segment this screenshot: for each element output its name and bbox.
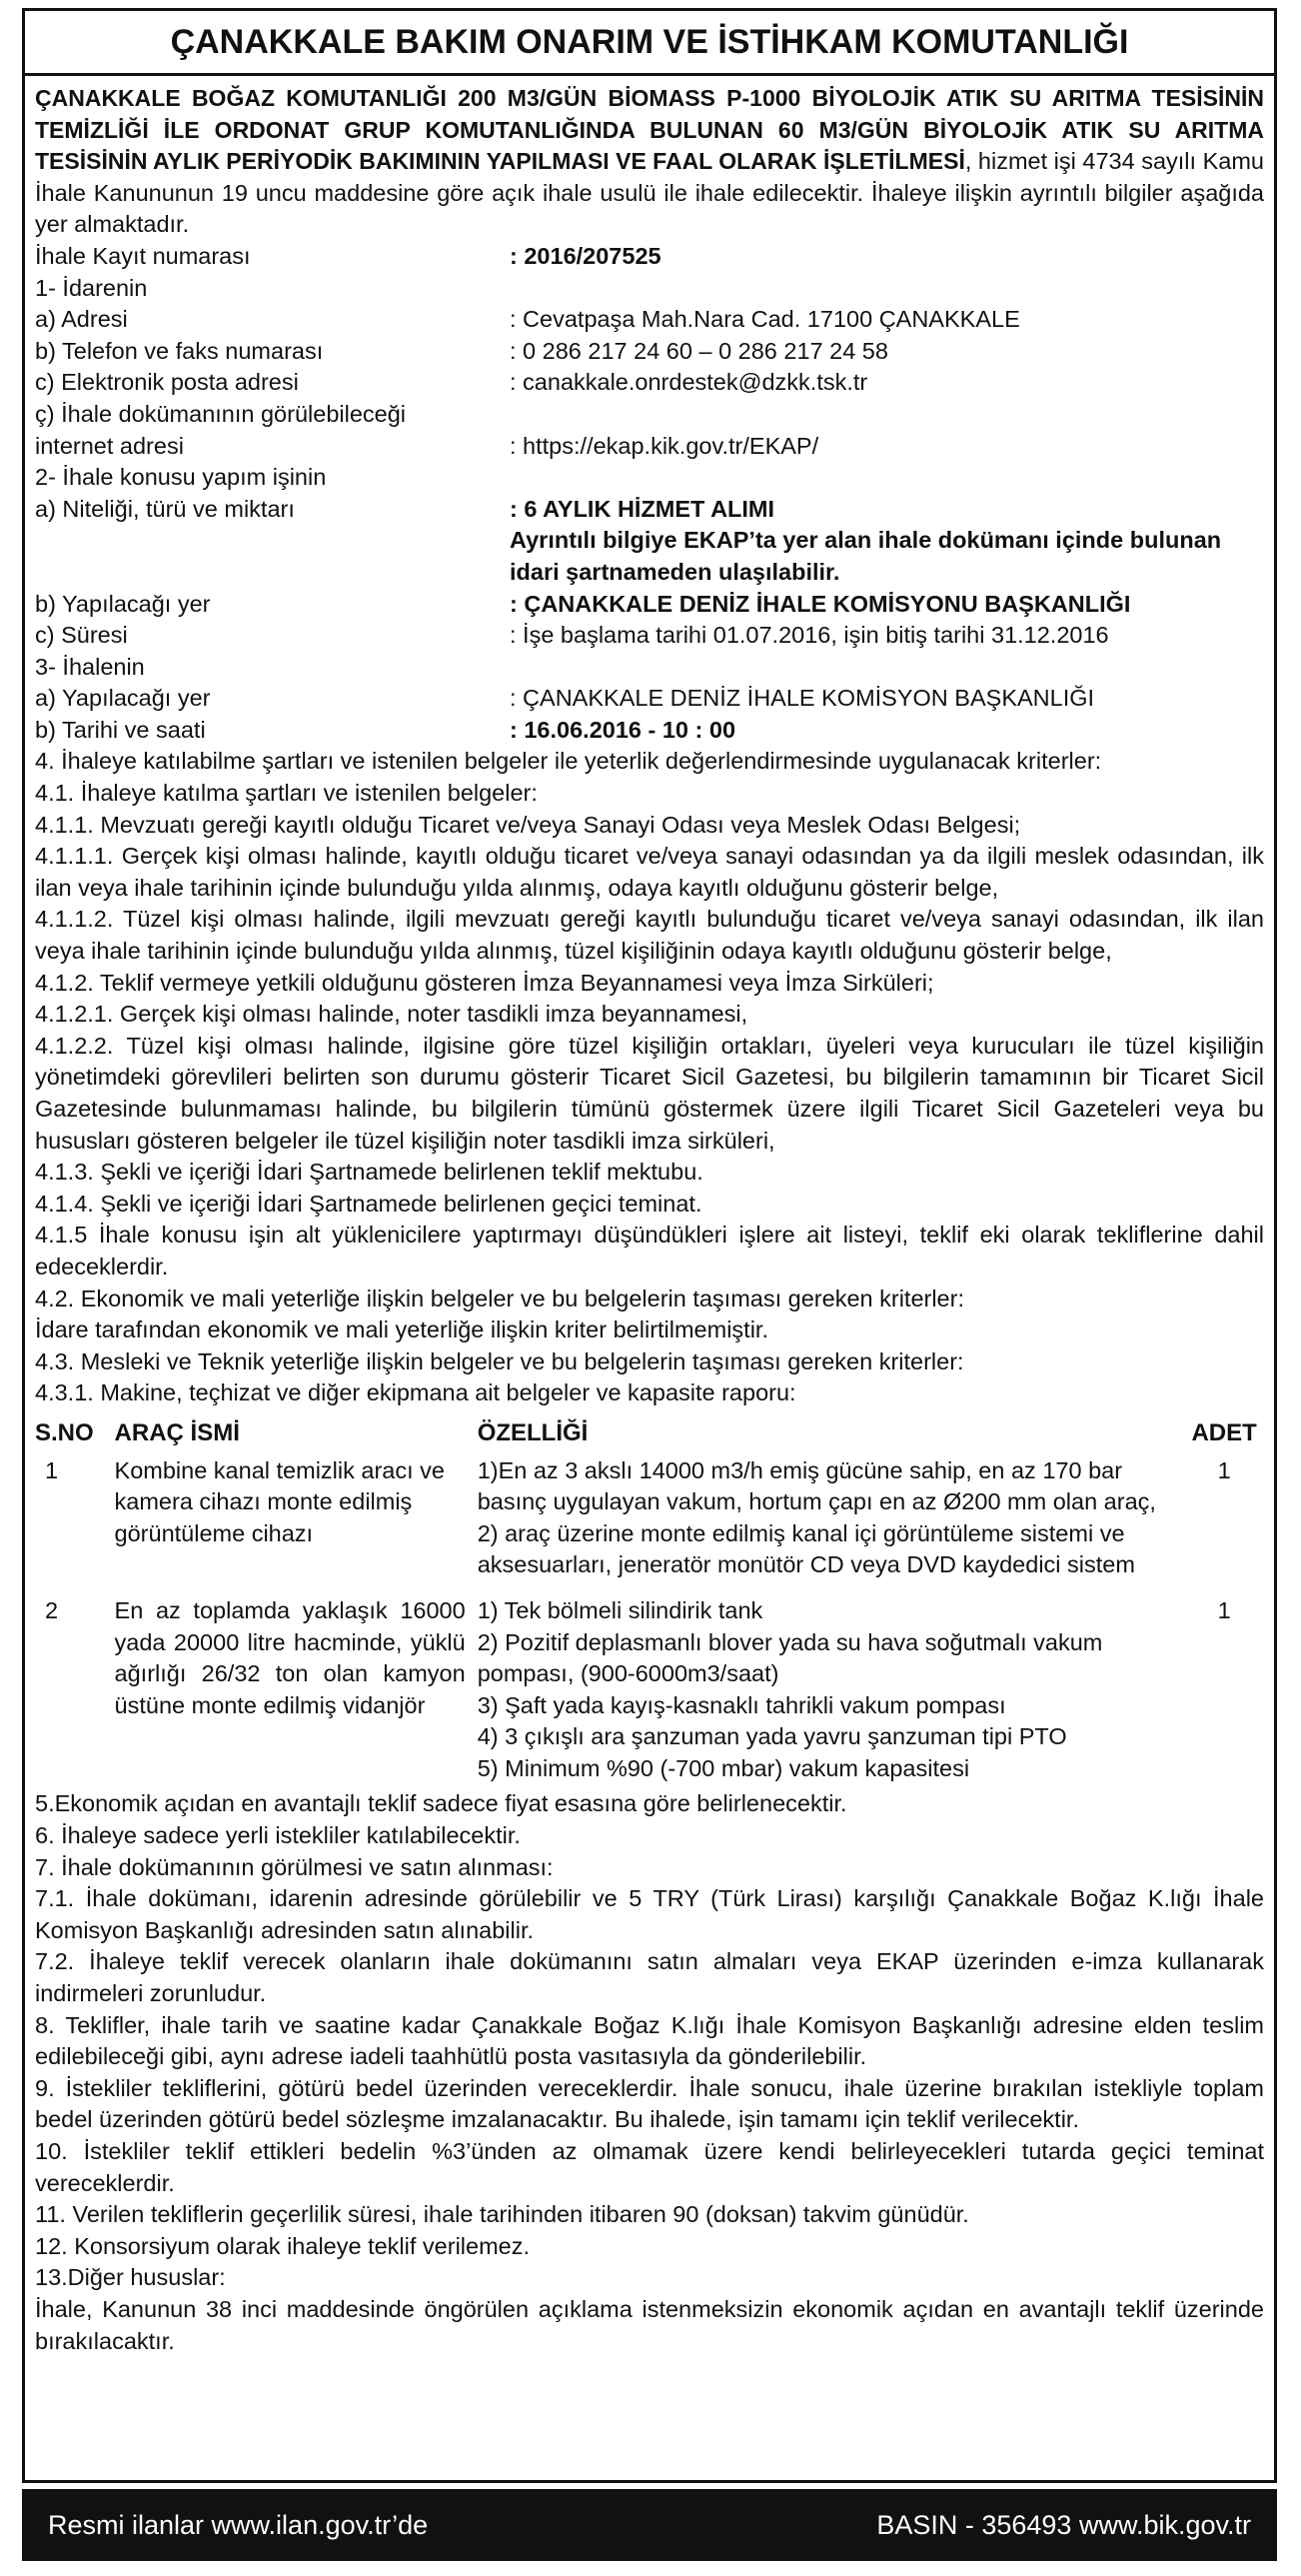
kayit-value: : 2016/207525 — [510, 242, 661, 269]
table-row — [35, 1595, 1264, 1799]
feature-item: 1) Tek bölmeli silindirik tank — [477, 1596, 763, 1623]
notice-title: ÇANAKKALE BAKIM ONARIM VE İSTİHKAM KOMUTANLIĞI — [25, 11, 1274, 76]
criteria-item: 4.1.5 İhale konusu işin alt yüklenicilere yaptırmayı düşündükleri işlere ait listeyi, teklif eki olarak tekliflerine dahil edeceklerdir. — [35, 1222, 1264, 1280]
yer-label: b) Yapılacağı yer — [35, 590, 211, 617]
row-no: 1 — [45, 1456, 59, 1483]
notice-frame — [22, 8, 1277, 2483]
closing-item: 6. İhaleye sadece yerli istekliler katılabilecektir. — [35, 1822, 521, 1849]
email-row — [35, 367, 1264, 399]
feature-item: 1)En az 3 akslı 14000 m3/h emiş gücüne sahip, en az 170 bar basınç uygulayan vakum, hortum çapı en az Ø200 mm olan araç, — [477, 1456, 1156, 1515]
nitelik-row — [35, 494, 1264, 589]
closing-item: 10. İstekliler teklif ettikleri bedelin %3’ünden az olmamak üzere kendi belirleyecekleri tutarda geçici teminat vereceklerdir. — [35, 2138, 1264, 2196]
closing-item: 7.2. İhaleye teklif verecek olanların ihale dokümanını satın almaları veya EKAP üzerinden e-imza kullanarak indirmeleri zorunludur. — [35, 1948, 1264, 2007]
footer-left-link[interactable]: Resmi ilanlar www.ilan.gov.tr’de — [48, 2509, 429, 2540]
closing-item: 11. Verilen tekliflerin geçerlilik süresi, ihale tarihinden itibaren 90 (doksan) takvim günüdür. — [35, 2201, 969, 2228]
tarih-value: : 16.06.2016 - 10 : 00 — [510, 716, 736, 743]
table-row — [35, 1455, 1264, 1595]
ihalenin-heading: 3- İhalenin — [35, 653, 145, 680]
criteria-item: 4. İhaleye katılabilme şartları ve istenilen belgeler ile yeterlik değerlendirmesinde uygulanacak kriterler: — [35, 748, 1102, 775]
feature-item: 2) araç üzerine monte edilmiş kanal içi görüntüleme sistemi ve aksesuarları, jeneratör monütör CD veya DVD kaydedici sistem — [477, 1519, 1135, 1578]
criteria-item: 4.1.1.2. Tüzel kişi olması halinde, ilgili mevzuatı gereği kayıtlı bulunduğu ticaret ve/veya sanayi odasından, ilk ilan veya ihale tarihinin içinde bulunduğu yılda alınmış, tüzel kişiliğinin odaya kayıtlı olduğunu gösterir belge, — [35, 906, 1264, 965]
feature-item: 3) Şaft yada kayış-kasnaklı tahrikli vakum pompası — [477, 1691, 1006, 1718]
tel-value: : 0 286 217 24 60 – 0 286 217 24 58 — [510, 337, 888, 364]
footer-right-text: BASIN - 356493 www.bik.gov.tr — [876, 2509, 1251, 2540]
tel-label: b) Telefon ve faks numarası — [35, 337, 324, 364]
yer-value: : ÇANAKKALE DENİZ İHALE KOMİSYONU BAŞKANLIĞI — [510, 590, 1131, 617]
criteria-item: 4.1.1.1. Gerçek kişi olması halinde, kayıtlı olduğu ticaret ve/veya sanayi odasından ya da ilgili meslek odasından, ilk ilan veya ihale tarihinin içinde bulunduğu yılda alınmış, odaya kayıtlı olduğunu gösterir belge, — [35, 843, 1264, 901]
intro-paragraph — [35, 83, 1264, 241]
nitelik-label: a) Niteliği, türü ve miktarı — [35, 495, 295, 522]
criteria-list — [35, 746, 1264, 1408]
header-no: S.NO — [35, 1418, 94, 1446]
header-feature: ÖZELLİĞİ — [477, 1418, 589, 1446]
ihale-yer-value: : ÇANAKKALE DENİZ İHALE KOMİSYON BAŞKANLIĞI — [510, 685, 1095, 712]
dokuman-value: : https://ekap.kik.gov.tr/EKAP/ — [510, 432, 819, 459]
equipment-table — [35, 1417, 1264, 1799]
kayit-row — [35, 241, 1264, 273]
row-qty: 1 — [1217, 1456, 1231, 1483]
closing-list — [35, 1788, 1264, 2357]
nitelik-value — [510, 494, 1264, 589]
dokuman-label-line1: ç) İhale dokümanının görülebileceği — [35, 400, 407, 427]
criteria-item: 4.1.4. Şekli ve içeriği İdari Şartnamede belirlenen geçici teminat. — [35, 1190, 702, 1217]
row-name: Kombine kanal temizlik aracı ve kamera cihazı monte edilmiş görüntüleme cihazı — [114, 1456, 445, 1546]
criteria-item: 4.1.2.1. Gerçek kişi olması halinde, noter tasdikli imza beyannamesi, — [35, 1001, 748, 1028]
tel-row — [35, 336, 1264, 368]
closing-item: 12. Konsorsiyum olarak ihaleye teklif verilemez. — [35, 2232, 531, 2259]
criteria-item: 4.1.2.2. Tüzel kişi olması halinde, ilgisine göre tüzel kişiliğin ortakları, üyeleri veya kurucuları ile tüzel kişiliğin yönetimdeki görevlileri belirten son durumu gösterir Ticaret Sicil Gazetesi, bu bilgilerin tamamının bir Ticaret Sicil Gazetesinde bulunmaması halinde, bu bilgilerin tümünü göstermek üzere ilgili Ticaret Sicil Gazeteleri veya bu hususları gösteren belgeler ile tüzel kişiliğin noter tasdikli imza sirküleri, — [35, 1032, 1264, 1154]
nitelik-value-line2: Ayrıntılı bilgiye EKAP’ta yer alan ihale dokümanı içinde bulunan idari şartnameden ulaşılabilir. — [510, 527, 1222, 585]
intro-rest: , hizmet işi 4734 sayılı Kamu İhale Kanununun 19 uncu maddesine göre açık ihale usulü ile ihale edilecektir. İhaleye ilişkin ayrıntılı bilgiler aşağıda yer almaktadır. — [35, 148, 1264, 238]
row-qty: 1 — [1217, 1596, 1231, 1623]
equipment-header-row — [35, 1417, 1264, 1455]
nitelik-value-line1: : 6 AYLIK HİZMET ALIMI — [510, 495, 775, 522]
criteria-item: 4.1.2. Teklif vermeye yetkili olduğunu gösteren İmza Beyannamesi veya İmza Sirküleri; — [35, 969, 934, 996]
intro-subject: ÇANAKKALE BOĞAZ KOMUTANLIĞI 200 M3/GÜN BİOMASS P-1000 BİYOLOJİK ATIK SU ARITMA TESİSİNİN TEMİZLİĞİ İLE ORDONAT GRUP KOMUTANLIĞINDA BULUNAN 60 M3/GÜN BİYOLOJİK ATIK SU ARITMA TESİSİNİN AYLIK PERİYODİK BAKIMININ YAPILMASI VE FAAL OLARAK İŞLETİLMESİ — [35, 85, 1264, 175]
tarih-label: b) Tarihi ve saati — [35, 716, 206, 743]
row-features — [478, 1595, 1185, 1799]
notice-body — [35, 83, 1264, 2357]
konu-heading: 2- İhale konusu yapım işinin — [35, 464, 327, 491]
sure-row — [35, 620, 1264, 652]
feature-item: 5) Minimum %90 (-700 mbar) vakum kapasitesi — [477, 1754, 970, 1781]
row-no: 2 — [45, 1596, 59, 1623]
criteria-item: 4.3. Mesleki ve Teknik yeterliğe ilişkin belgeler ve bu belgelerin taşıması gereken kriterler: — [35, 1347, 964, 1374]
kayit-label: İhale Kayıt numarası — [35, 242, 251, 269]
feature-item: 4) 3 çıkışlı ara şanzuman yada yavru şanzuman tipi PTO — [477, 1723, 1067, 1750]
sure-value: : İşe başlama tarihi 01.07.2016, işin bitiş tarihi 31.12.2016 — [510, 622, 1109, 649]
yer-row — [35, 589, 1264, 621]
closing-item: 5.Ekonomik açıdan en avantajlı teklif sadece fiyat esasına göre belirlenecektir. — [35, 1790, 847, 1817]
tarih-row — [35, 715, 1264, 747]
row-features — [478, 1455, 1185, 1595]
dokuman-label-line2: internet adresi — [35, 432, 184, 459]
feature-item: 2) Pozitif deplasmanlı blover yada su hava soğutmalı vakum pompası, (900-6000m3/saat) — [477, 1628, 1103, 1687]
criteria-item: 4.3.1. Makine, teçhizat ve diğer ekipmana ait belgeler ve kapasite raporu: — [35, 1379, 796, 1406]
footer-bar — [22, 2489, 1277, 2561]
adres-value: : Cevatpaşa Mah.Nara Cad. 17100 ÇANAKKALE — [510, 306, 1020, 333]
row-name: En az toplamda yaklaşık 16000 yada 20000 litre hacminde, yüklü ağırlığı 26/32 ton olan kamyon üstüne monte edilmiş vidanjör — [114, 1596, 466, 1718]
closing-item: İhale, Kanunun 38 inci maddesinde öngörülen açıklama istenmeksizin ekonomik açıdan en avantajlı teklif üzerinde bırakılacaktır. — [35, 2295, 1264, 2354]
closing-item: 7.1. İhale dokümanı, idarenin adresinde görülebilir ve 5 TRY (Türk Lirası) karşılığı Çanakkale Boğaz K.lığı İhale Komisyon Başkanlığı adresinden satın alınabilir. — [35, 1885, 1264, 1943]
criteria-item: 4.1.1. Mevzuatı gereği kayıtlı olduğu Ticaret ve/veya Sanayi Odası veya Meslek Odası Belgesi; — [35, 811, 1021, 838]
closing-item: 9. İstekliler tekliflerini, götürü bedel üzerinden vereceklerdir. İhale sonucu, ihale üzerine bırakılan istekliyle toplam bedel üzerinden götürü bedel sözleşme imzalanacaktır. Bu ihalede, işin tamamı için teklif verilecektir. — [35, 2074, 1264, 2133]
closing-item: 7. İhale dokümanının görülmesi ve satın alınması: — [35, 1853, 554, 1880]
idare-heading: 1- İdarenin — [35, 274, 148, 301]
criteria-item: 4.2. Ekonomik ve mali yeterliğe ilişkin belgeler ve bu belgelerin taşıması gereken kriterler: — [35, 1285, 964, 1311]
email-label: c) Elektronik posta adresi — [35, 369, 299, 396]
adres-label: a) Adresi — [35, 306, 128, 333]
dokuman-row — [35, 431, 1264, 463]
closing-item: 8. Teklifler, ihale tarih ve saatine kadar Çanakkale Boğaz K.lığı İhale Komisyon Başkanlığı adresine elden teslim edilebileceği gibi, aynı adrese iadeli taahhütlü posta vasıtasıyla da gönderilebilir. — [35, 2011, 1264, 2070]
header-name: ARAÇ İSMİ — [114, 1418, 240, 1446]
ihale-yer-row — [35, 683, 1264, 715]
header-qty: ADET — [1191, 1418, 1257, 1446]
criteria-item: İdare tarafından ekonomik ve mali yeterliğe ilişkin kriter belirtilmemiştir. — [35, 1316, 768, 1343]
email-value: : canakkale.onrdestek@dzkk.tsk.tr — [510, 369, 868, 396]
sure-label: c) Süresi — [35, 622, 128, 649]
ihale-yer-label: a) Yapılacağı yer — [35, 685, 211, 712]
closing-item: 13.Diğer hususlar: — [35, 2264, 226, 2291]
criteria-item: 4.1. İhaleye katılma şartları ve istenilen belgeler: — [35, 780, 538, 807]
adres-row — [35, 304, 1264, 336]
criteria-item: 4.1.3. Şekli ve içeriği İdari Şartnamede belirlenen teklif mektubu. — [35, 1159, 703, 1186]
